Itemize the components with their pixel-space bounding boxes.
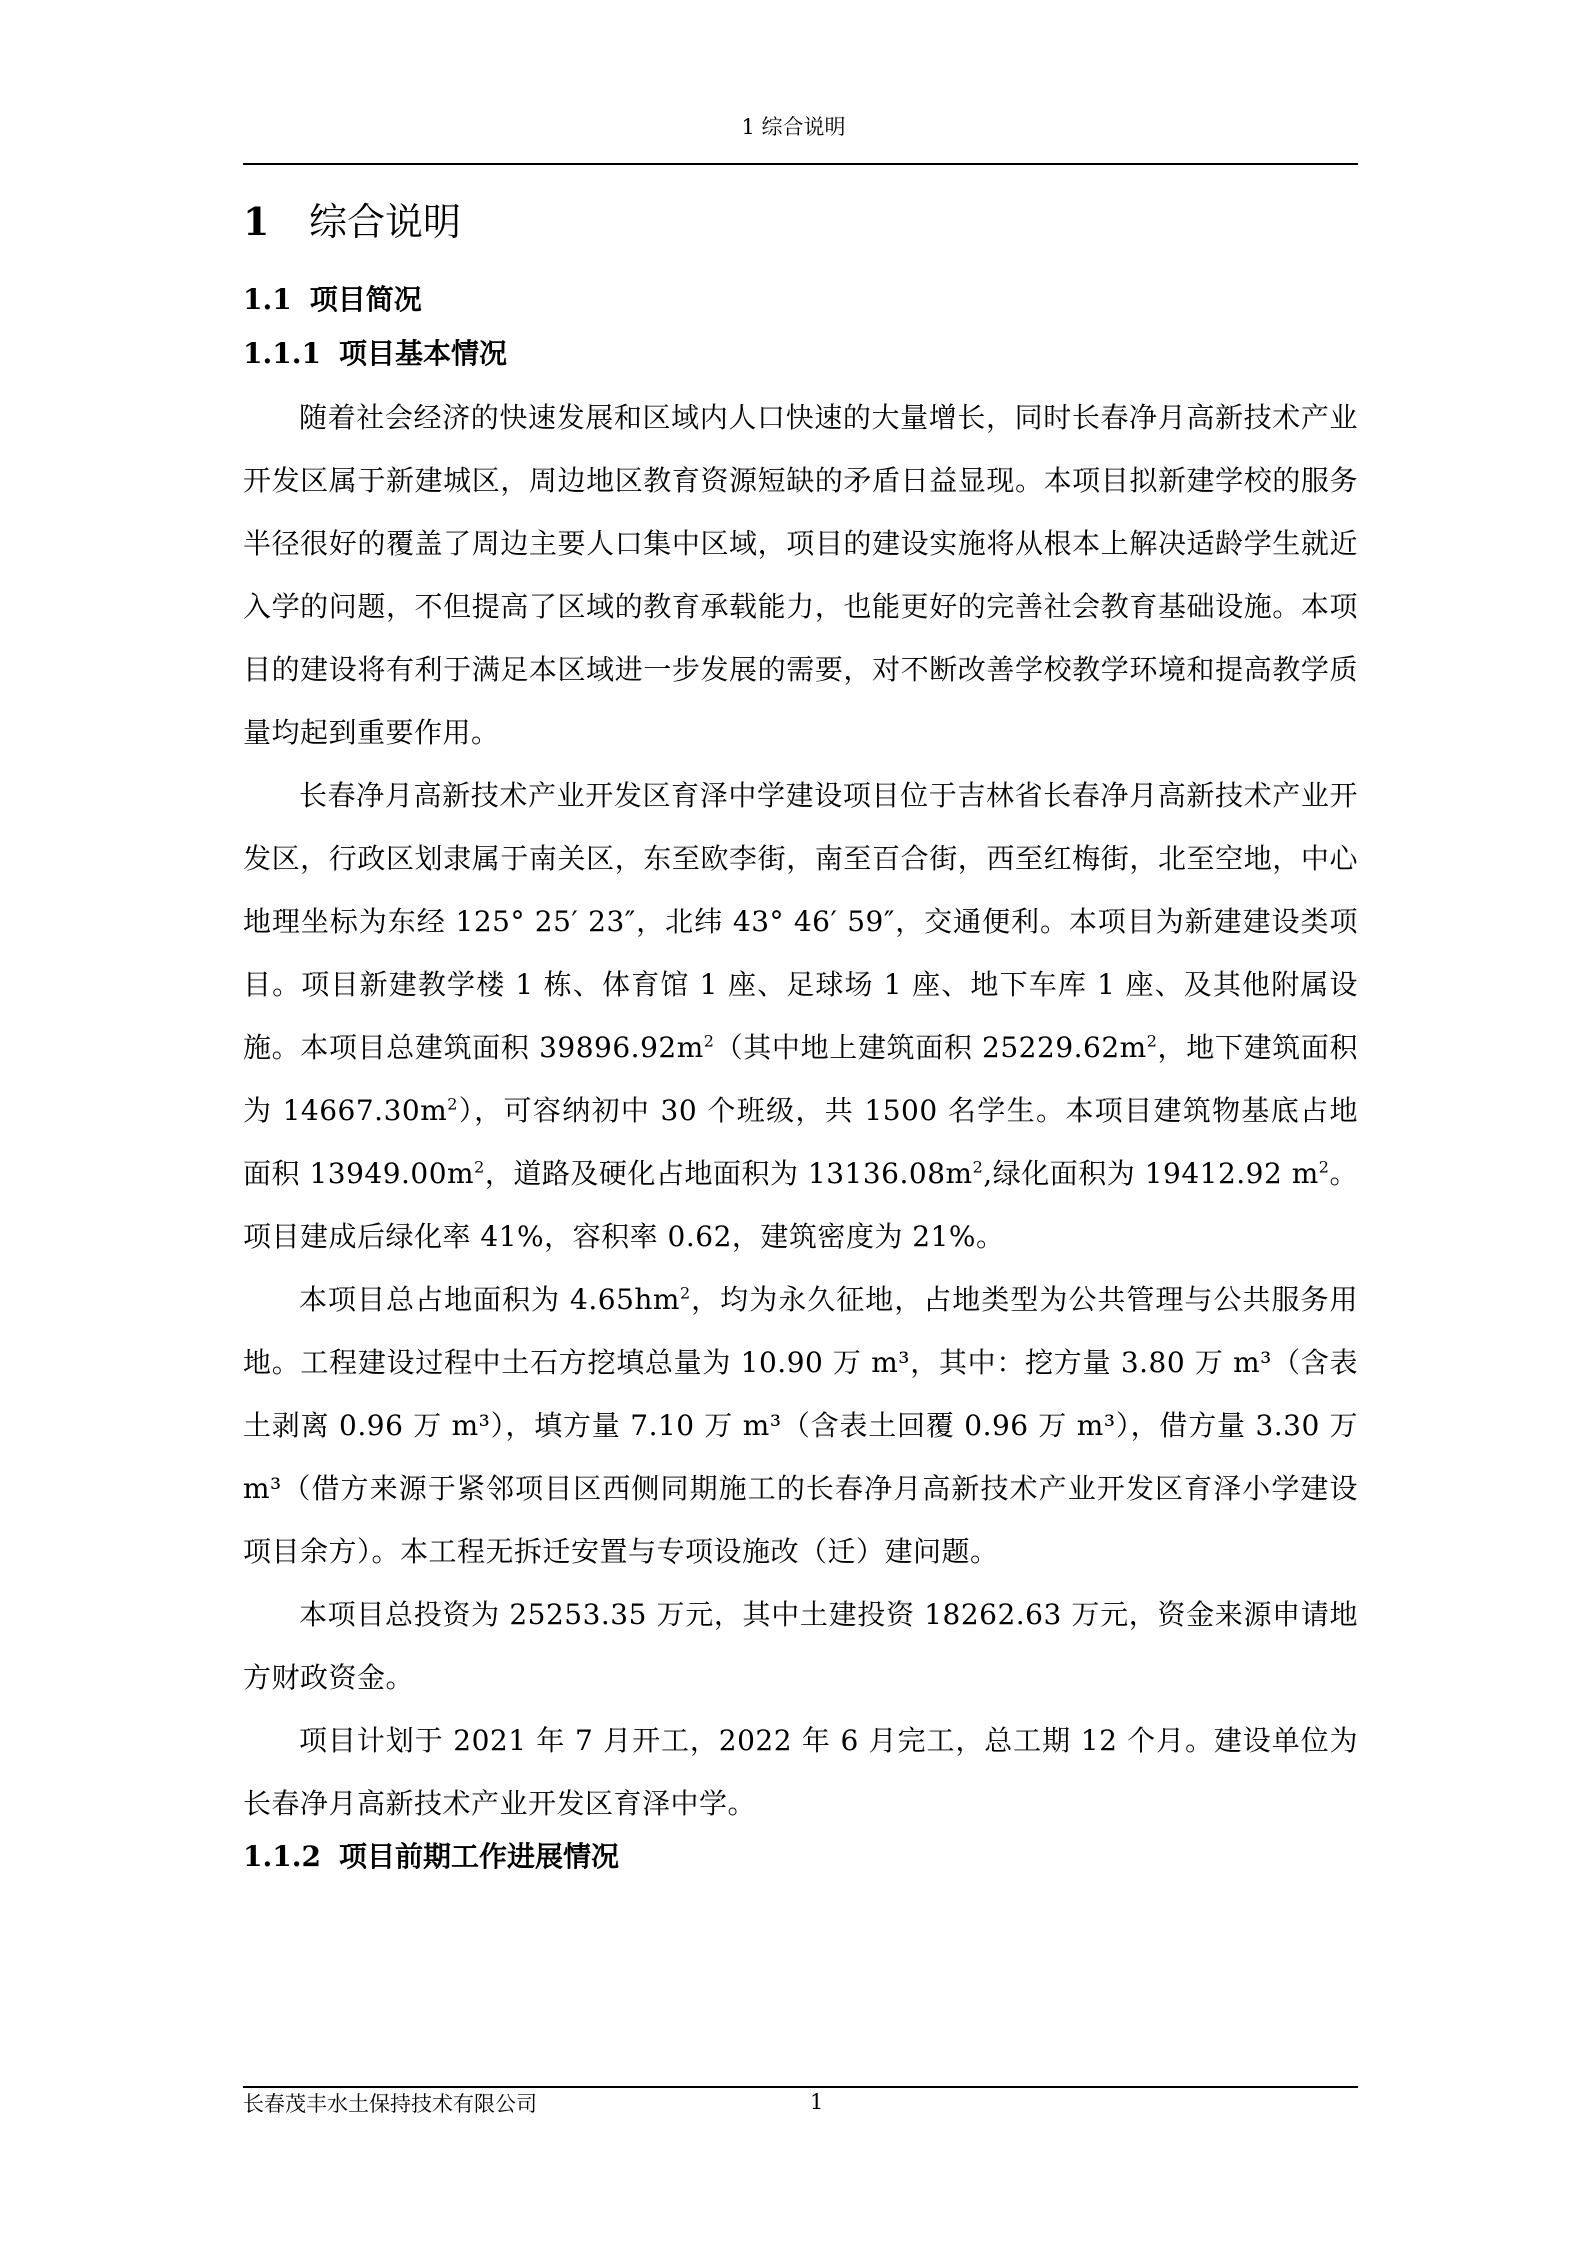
page-content [243,192,1358,1889]
superscript: 2 [1146,1031,1158,1051]
superscript: 2 [679,1283,691,1303]
superscript: 2 [703,1031,715,1051]
paragraph-location-scale: 长春净月高新技术产业开发区育泽中学建设项目位于吉林省长春净月高新技术产业开发区，行政区划隶属于南关区，东至欧李街，南至百合街，西至红梅街，北至空地，中心地理坐标为东经 125° 25′ 23″，北纬 43° 46′ 59″，交通便利。本项目为新建建设类项目。项目新建教学楼 1 栋、体育馆 1 座、足球场 1 座、地下车库 1 座、及其他附属设施。本项目总建筑面积 $39896.92m^2$（其中地上建筑面积 $25229.62m^2$，地下建筑面积为 $14667.30m^2$），可容纳初中 30 个班级，共 1500 名学生。本项目建筑物基底占地面积 $13949.00m^2$，道路及硬化占地面积为 $13136.08m^2$,绿化面积为 19412.92 $m^2$。项目建成后绿化率 41%，容积率 0.62，建筑密度为 21%。 [243,779,1358,1253]
superscript: 2 [1318,1157,1330,1177]
chapter-heading [243,192,1358,252]
paragraph-land-earthwork: 本项目总占地面积为 $4.65hm^2$，均为永久征地，占地类型为公共管理与公共服务用地。工程建设过程中土石方挖填总量为 10.90 万 m³，其中：挖方量 3.80 万 m³（含表土剥离 0.96 万 m³），填方量 7.10 万 m³（含表土回覆 0.96 万 m³），借方量 3.30 万 m³（借方来源于紧邻项目区西侧同期施工的长春净月高新技术产业开发区育泽小学建设项目余方）。本工程无拆迁安置与专项设施改（迁）建问题。 [243,1283,1358,1568]
superscript: 2 [972,1157,984,1177]
chapter-title: 综合说明 [309,200,462,244]
section-heading-1-1-1 [243,332,1358,376]
section-heading-1-1 [243,278,1358,322]
superscript: 2 [447,1094,458,1114]
chapter-number: 1 [243,199,270,244]
superscript: 2 [474,1157,485,1177]
section-title: 项目简况 [309,283,422,316]
page-number: 1 [810,2090,824,2114]
footer-company: 长春茂丰水土保持技术有限公司 [243,2092,537,2116]
section-number: 1.1 [243,283,292,316]
paragraph-schedule: 项目计划于 2021 年 7 月开工，2022 年 6 月完工，总工期 12 个月。建设单位为长春净月高新技术产业开发区育泽中学。 [243,1724,1358,1820]
header-rule [243,163,1358,165]
section-title: 项目基本情况 [338,337,507,370]
paragraph-background: 随着社会经济的快速发展和区域内人口快速的大量增长，同时长春净月高新技术产业开发区属于新建城区，周边地区教育资源短缺的矛盾日益显现。本项目拟新建学校的服务半径很好的覆盖了周边主要人口集中区域，项目的建设实施将从根本上解决适龄学生就近入学的问题，不但提高了区域的教育承载能力，也能更好的完善社会教育基础设施。本项目的建设将有利于满足本区域进一步发展的需要，对不断改善学校教学环境和提高教学质量均起到重要作用。 [243,401,1358,749]
section-heading-1-1-2 [243,1835,1358,1879]
paragraph-investment: 本项目总投资为 25253.35 万元，其中土建投资 18262.63 万元，资金来源申请地方财政资金。 [243,1598,1358,1694]
section-title: 项目前期工作进展情况 [338,1840,619,1873]
section-number: 1.1.1 [243,337,321,370]
section-number: 1.1.2 [243,1840,321,1873]
running-header: 1 综合说明 [741,115,846,139]
